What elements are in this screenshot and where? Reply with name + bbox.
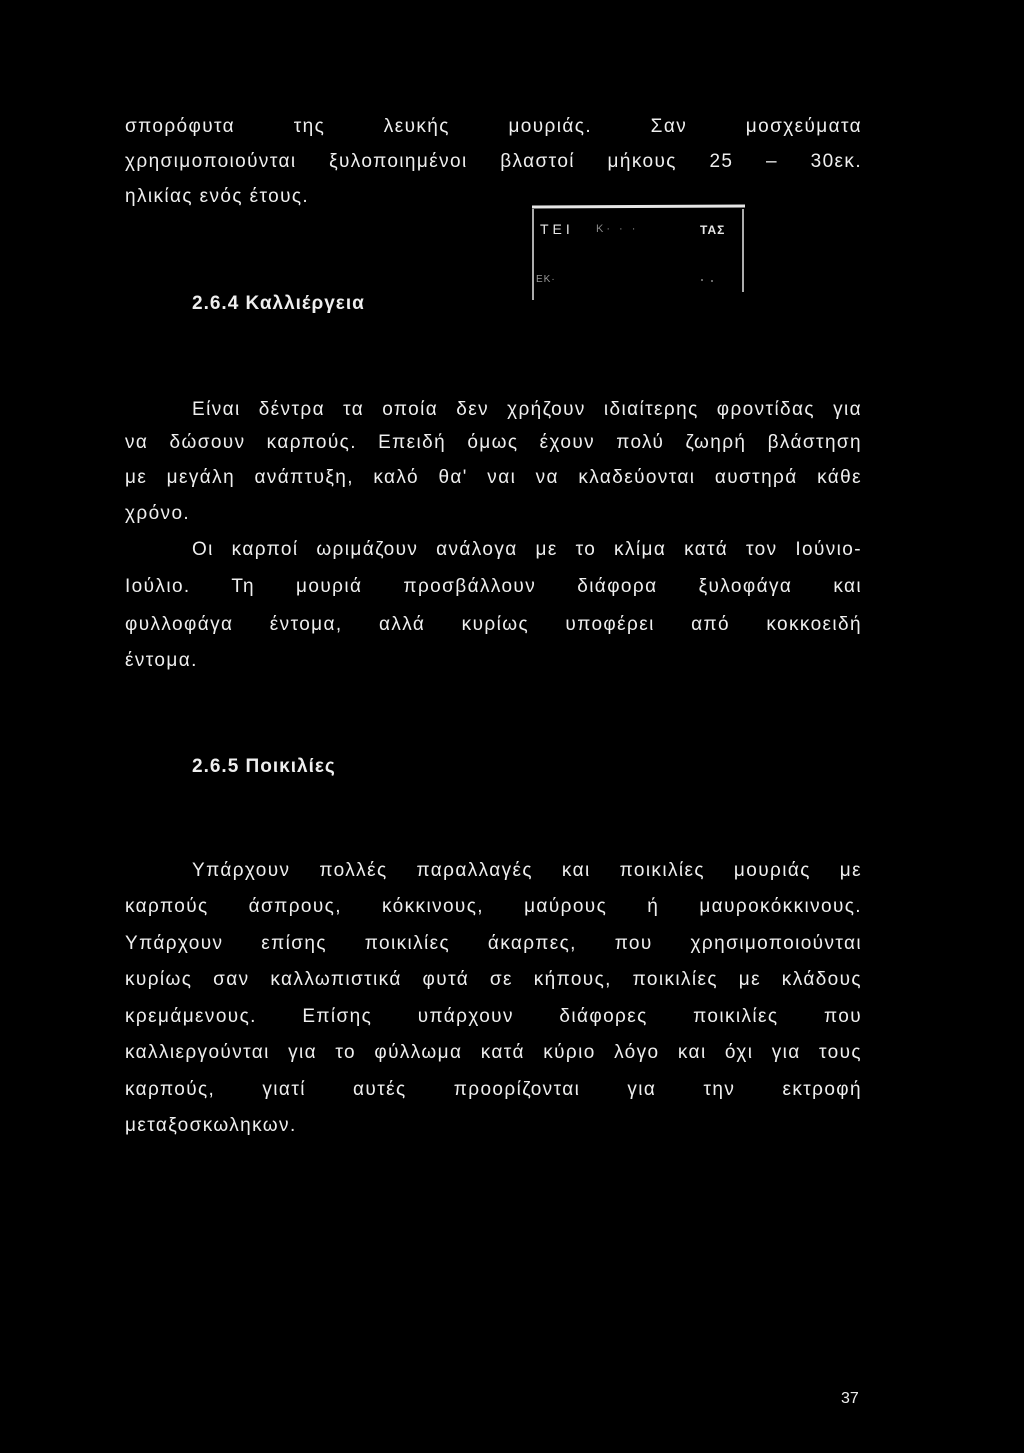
paragraph-line: μεταξοσκωληκων. [125, 1115, 297, 1136]
paragraph-line: κρεμάμενους. Επίσης υπάρχουν διάφορες ποικιλίες που [125, 1006, 862, 1027]
page-number: 37 [841, 1390, 859, 1407]
section-heading: 2.6.4 Καλλιέργεια [192, 293, 365, 314]
paragraph-line: Υπάρχουν επίσης ποικιλίες άκαρπες, που χρησιμοποιούνται [125, 933, 862, 954]
stamp-text-right: ΤΑΣ [700, 223, 726, 237]
paragraph-line: καρπούς, γιατί αυτές προορίζονται για την εκτροφή [125, 1079, 862, 1100]
library-stamp [526, 200, 752, 306]
section-heading: 2.6.5 Ποικιλίες [192, 756, 336, 777]
paragraph-line: να δώσουν καρπούς. Επειδή όμως έχουν πολύ ζωηρή βλάστηση [125, 432, 862, 453]
paragraph-line: Υπάρχουν πολλές παραλλαγές και ποικιλίες μουριάς με [192, 860, 862, 881]
paragraph-line: φυλλοφάγα έντομα, αλλά κυρίως υποφέρει από κοκκοειδή [125, 614, 862, 635]
paragraph-line: με μεγάλη ανάπτυξη, καλό θα' ναι να κλαδεύονται αυστηρά κάθε [125, 467, 862, 488]
paragraph-line: Οι καρποί ωριμάζουν ανάλογα με το κλίμα κατά τον Ιούνιο- [192, 539, 862, 560]
stamp-speck [701, 279, 703, 281]
intro-line: χρησιμοποιούνται ξυλοποιημένοι βλαστοί μήκους 25 – 30εκ. [125, 151, 862, 172]
paragraph-line: Ιούλιο. Τη μουριά προσβάλλουν διάφορα ξυλοφάγα και [125, 576, 862, 597]
paragraph-line: έντομα. [125, 650, 198, 671]
paragraph-line: κυρίως σαν καλλωπιστικά φυτά σε κήπους, ποικιλίες με κλάδους [125, 969, 862, 990]
stamp-top-border [532, 206, 745, 207]
paragraph-line: χρόνο. [125, 503, 191, 524]
stamp-text-bottom: ΕΚ· [536, 274, 556, 285]
stamp-text-left: ΤΕΙ [540, 221, 574, 237]
intro-line: ηλικίας ενός έτους. [125, 186, 310, 207]
paragraph-line: καρπούς άσπρους, κόκκινους, μαύρους ή μαυροκόκκινους. [125, 896, 862, 917]
stamp-text-middle: Κ· · · [596, 223, 639, 235]
intro-line: σπορόφυτα της λευκής μουριάς. Σαν μοσχεύματα [125, 116, 862, 137]
stamp-speck [711, 280, 713, 282]
paragraph-line: Είναι δέντρα τα οποία δεν χρήζουν ιδιαίτερης φροντίδας για [192, 399, 862, 420]
paragraph-line: καλλιεργούνται για το φύλλωμα κατά κύριο λόγο και όχι για τους [125, 1042, 862, 1063]
